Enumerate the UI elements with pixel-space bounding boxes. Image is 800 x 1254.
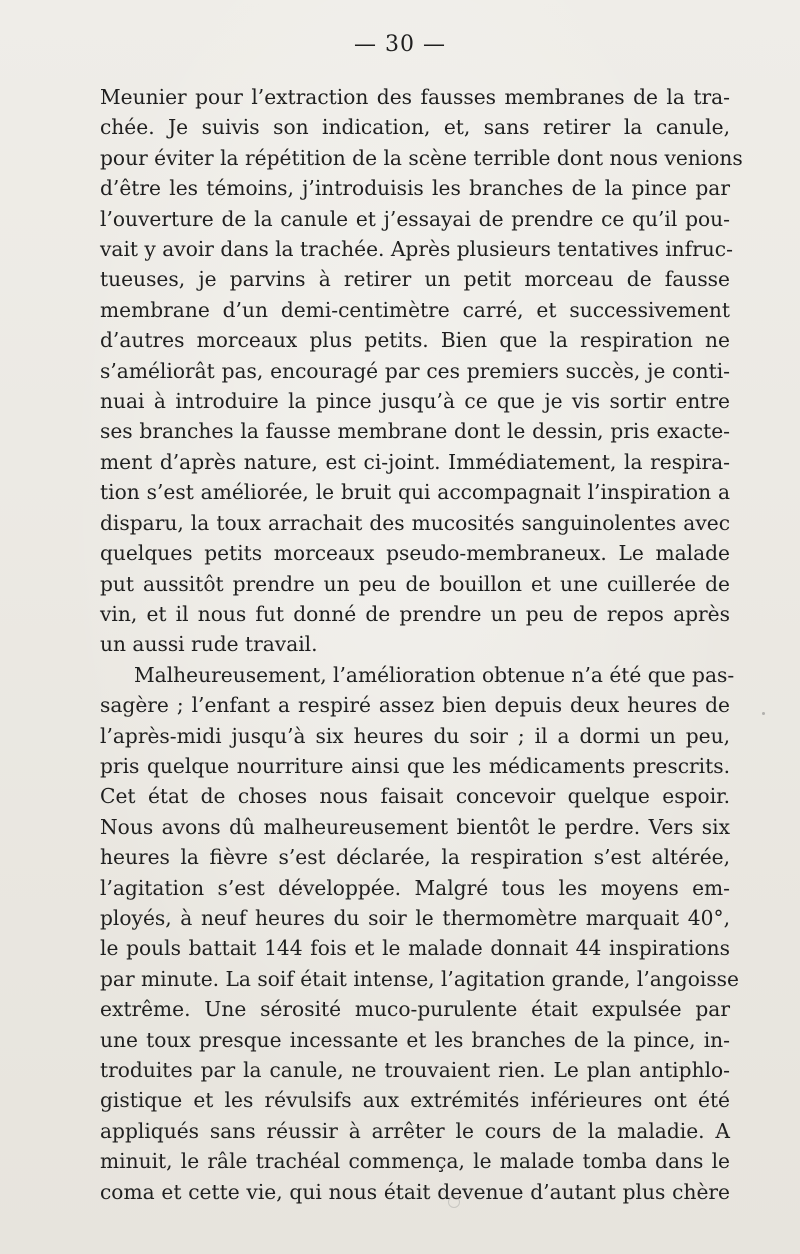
- text-line: troduites par la canule, ne trouvaient rien. Le plan antiphlo-: [100, 1058, 730, 1082]
- text-line: quelques petits morceaux pseudo-membraneux. Le malade: [100, 541, 730, 566]
- text-line: sagère ; l’enfant a respiré assez bien depuis deux heures de: [100, 693, 730, 718]
- text-line: tueuses, je parvins à retirer un petit morceau de fausse: [100, 267, 730, 292]
- text-line: vait y avoir dans la trachée. Après plusieurs tentatives infruc-: [100, 237, 733, 262]
- text-line: d’être les témoins, j’introduisis les branches de la pince par: [100, 176, 730, 201]
- text-line: extrême. Une sérosité muco-purulente était expulsée par: [100, 997, 730, 1022]
- text-line: Malheureusement, l’amélioration obtenue n’a été que pas-: [134, 662, 735, 687]
- text-line: le pouls battait 144 fois et le malade donnait 44 inspirations: [100, 936, 730, 961]
- text-line: appliqués sans réussir à arrêter le cours de la maladie. A: [100, 1118, 730, 1143]
- paper-speck: [762, 712, 765, 715]
- text-line: membrane d’un demi-centimètre carré, et successivement: [100, 297, 730, 322]
- text-line: l’ouverture de la canule et j’essayai de prendre ce qu’il pou-: [100, 206, 730, 231]
- text-line: gistique et les révulsifs aux extrémités inférieures ont été: [100, 1088, 730, 1113]
- text-line: par minute. La soif était intense, l’agitation grande, l’angoisse: [100, 966, 739, 991]
- text-line: heures la fièvre s’est déclarée, la respiration s’est altérée,: [100, 845, 730, 870]
- text-line: une toux presque incessante et les branches de la pince, in-: [100, 1027, 730, 1052]
- text-line: s’améliorât pas, encouragé par ces premiers succès, je conti-: [100, 358, 730, 383]
- paper-speck: [448, 1196, 460, 1208]
- text-line: ses branches la fausse membrane dont le dessin, pris exacte-: [100, 419, 730, 444]
- text-line: ployés, à neuf heures du soir le thermomètre marquait 40°,: [100, 905, 730, 930]
- text-line: ment d’après nature, est ci-joint. Immédiatement, la respira-: [100, 449, 730, 474]
- page-number: — 30 —: [354, 32, 446, 57]
- text-line: disparu, la toux arrachait des mucosités sanguinolentes avec: [100, 510, 730, 535]
- text-line: put aussitôt prendre un peu de bouillon et une cuillerée de: [100, 571, 730, 596]
- text-line: nuai à introduire la pince jusqu’à ce que je vis sortir entre: [100, 389, 730, 414]
- text-line: tion s’est améliorée, le bruit qui accompagnait l’inspiration a: [100, 480, 730, 505]
- text-line: d’autres morceaux plus petits. Bien que la respiration ne: [100, 328, 730, 353]
- text-line: Cet état de choses nous faisait concevoir quelque espoir.: [100, 784, 730, 809]
- text-line: un aussi rude travail.: [100, 632, 318, 657]
- text-line: l’après-midi jusqu’à six heures du soir ; il a dormi un peu,: [100, 723, 730, 748]
- text-line: minuit, le râle trachéal commença, le malade tomba dans le: [100, 1149, 730, 1174]
- text-line: Nous avons dû malheureusement bientôt le perdre. Vers six: [100, 814, 730, 839]
- text-line: chée. Je suivis son indication, et, sans retirer la canule,: [100, 115, 730, 140]
- text-line: Meunier pour l’extraction des fausses membranes de la tra-: [100, 85, 730, 109]
- text-line: pour éviter la répétition de la scène terrible dont nous venions: [100, 145, 743, 170]
- text-line: l’agitation s’est développée. Malgré tous les moyens em-: [100, 875, 730, 900]
- body-text: [100, 82, 743, 1207]
- text-line: coma et cette vie, qui nous était devenue d’autant plus chère: [100, 1179, 730, 1204]
- text-line: vin, et il nous fut donné de prendre un peu de repos après: [100, 601, 730, 626]
- text-line: pris quelque nourriture ainsi que les médicaments prescrits.: [100, 753, 730, 778]
